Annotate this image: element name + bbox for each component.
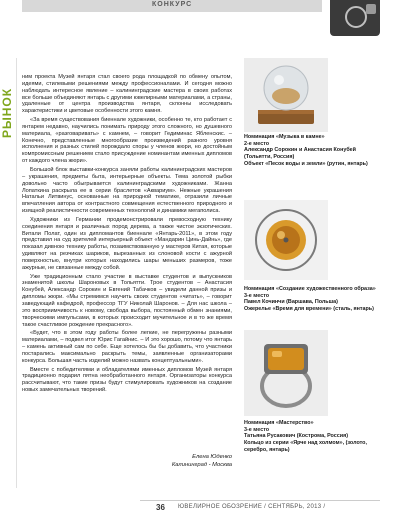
article-paragraph: «Будет, что в этом году работы более легкие, не перегружены разными материалами, – подвел итог Юрис Гагайнис. – И это хорошо, потому что янтарь – камень активный сам по себе. Еще хотелось бы бы добавить, что участники постарались максимально раскрыть темы, заявленные организаторами конкурса. Большая часть изделий можно назвать концептуальными».: [22, 330, 232, 364]
photo-ring: [244, 330, 328, 416]
author-name: Елена Юденко: [192, 454, 232, 460]
caption-object: серебро, янтарь): [244, 446, 290, 453]
article-paragraph: Уже традиционным стало участие в выставке студентов и выпускников знаменитой школы Шароновых в Тольятти. Трое студентов – Анастасия Конубей, Александр Сорокин и Евгений Табачков – увидели данной призы и дипломы жюри. «Мы стремимся научить своих студентов «читать», – говорит заведующий кафедрой, профессор ТГУ Николай Шаронов. – Для нас школа – это восприимчивость к новому, свобода выбора, постоянный обмен знаниями, творческими импульсами, в которых происходит мучительное и в то же время такое счастливое рождение прекрасного».: [22, 273, 232, 328]
caption-place: 3-е место: [244, 426, 270, 433]
logo-ring-icon: [345, 6, 367, 28]
caption-location: (Тольятти, Россия): [244, 154, 295, 161]
article-signature: [160, 454, 232, 469]
caption-nomination-1: [244, 134, 394, 168]
caption-nomination-2: [244, 286, 394, 313]
magazine-logo: [330, 0, 380, 36]
caption-nomination: Номинация «Создание художественного образа»: [244, 286, 376, 292]
caption-object: Объект «Песок воды и земли» (рутин, янтарь): [244, 160, 368, 167]
caption-names: Александр Сорокин и Анастасия Конубей: [244, 147, 356, 154]
article-paragraph: Художники из Германии продемонстрировали превосходную технику соединения янтаря и различных пород дерева, а также чистое экзотических. Витали Полат, один из дипломантов биеннале «Янтарь-2011», в этом году представил на суд зрителей интерьерный объект «Мандарин Цинь-Дайнь», где показал дивною технику работы, позаимствованную у мастеров Китая, которые удивляют на резчиках шариков, вырезанных из слоновой кости с ажурной поверхностью, внутри которых находились шары меньших размеров, тоже ажурные, не связанные между собой.: [22, 216, 232, 271]
photo-sand-object: [244, 58, 328, 132]
logo-mark-icon: [366, 4, 376, 14]
caption-names: Павел Кочинчи (Варшава, Польша): [244, 299, 338, 306]
footer-divider: [140, 500, 380, 501]
header-bar: [22, 0, 322, 12]
article-paragraph: Вместе с победителями и обладателями именных дипломов Музей янтаря традиционно подарил пятна необработанного янтаря. Организаторы конкурса рассчитывают, что такие призы будут стимулировать художников на создание новых замечательных творений.: [22, 366, 232, 394]
caption-nomination-3: [244, 420, 394, 454]
caption-location: Кольцо из серии «Ярче над холмом», (золото,: [244, 440, 367, 447]
caption-place: 2-е место: [244, 140, 270, 147]
side-section-label: РЫНОК: [0, 87, 15, 139]
article-paragraph: ним проекта Музей янтаря стал своего рода площадкой по обмену опытом, идеями, стилевыми решениями между профессионалами. И сегодня можно наблюдать интересное явление – калининградские мастера в своих работах все больше объединяют янтарь с другими ювелирными материалами, а страны, удаленные от центра производства янтаря, склонны исследовать характеристики и цветовые особенности этого камня.: [22, 74, 232, 115]
page-number: 36: [156, 503, 165, 512]
author-city: Калининград - Москва: [171, 461, 232, 468]
caption-place: 3-е место: [244, 292, 270, 299]
caption-nomination: Номинация «Музыка в камне»: [244, 134, 325, 140]
magazine-footer: ЮВЕЛИРНОЕ ОБОЗРЕНИЕ / СЕНТЯБРЬ, 2013 /: [178, 504, 326, 510]
article-text: [22, 74, 232, 396]
glass-sphere-image: [244, 58, 328, 132]
section-label: КОНКУРС: [152, 1, 193, 8]
side-section-tab: [0, 68, 14, 158]
photo-necklace: [244, 200, 328, 280]
amber-necklace-image: [244, 200, 328, 280]
article-paragraph: «За время существования биеннале художники, особенно те, кто работает с янтарем недавно, научились понимать природу этого сложного, но душевного материала, «разговаривать» с камнем, – говорит Гедиминас Ябленскис. – Конечно, представленные многообразие произведений разного уровня исполнения и разных стилей порождало споры у членов жюри, но достойным компромиссным решением стало присуждение номинантам именных дипломов от каждого члена жюри».: [22, 117, 232, 165]
article-paragraph: Большой блок выставки-конкурса заняли работы калининградских мастеров – украшения, предметы быта, интерьерные объекты. Тема золотой рыбки довольно часто обыгрывается калининградскими художниками. Жанна Лопаткина раскрыла ее в серии браслетов «Аквариум». Нежные украшения Натальи Литвинус, основанные на природной тематике, отразили личные впечатления автора от контрастного совмещения естественного природного и изящной реалистичности современных технологий и динамики мегаполиса.: [22, 166, 232, 215]
caption-nomination: Номинация «Мастерство»: [244, 420, 314, 426]
amber-ring-image: [244, 330, 328, 416]
caption-names: Татьяна Русакович (Кострома, Россия): [244, 433, 349, 440]
side-divider: [16, 58, 17, 488]
caption-object: Ожерелье «Время для времени» (сталь, янтарь): [244, 306, 374, 313]
